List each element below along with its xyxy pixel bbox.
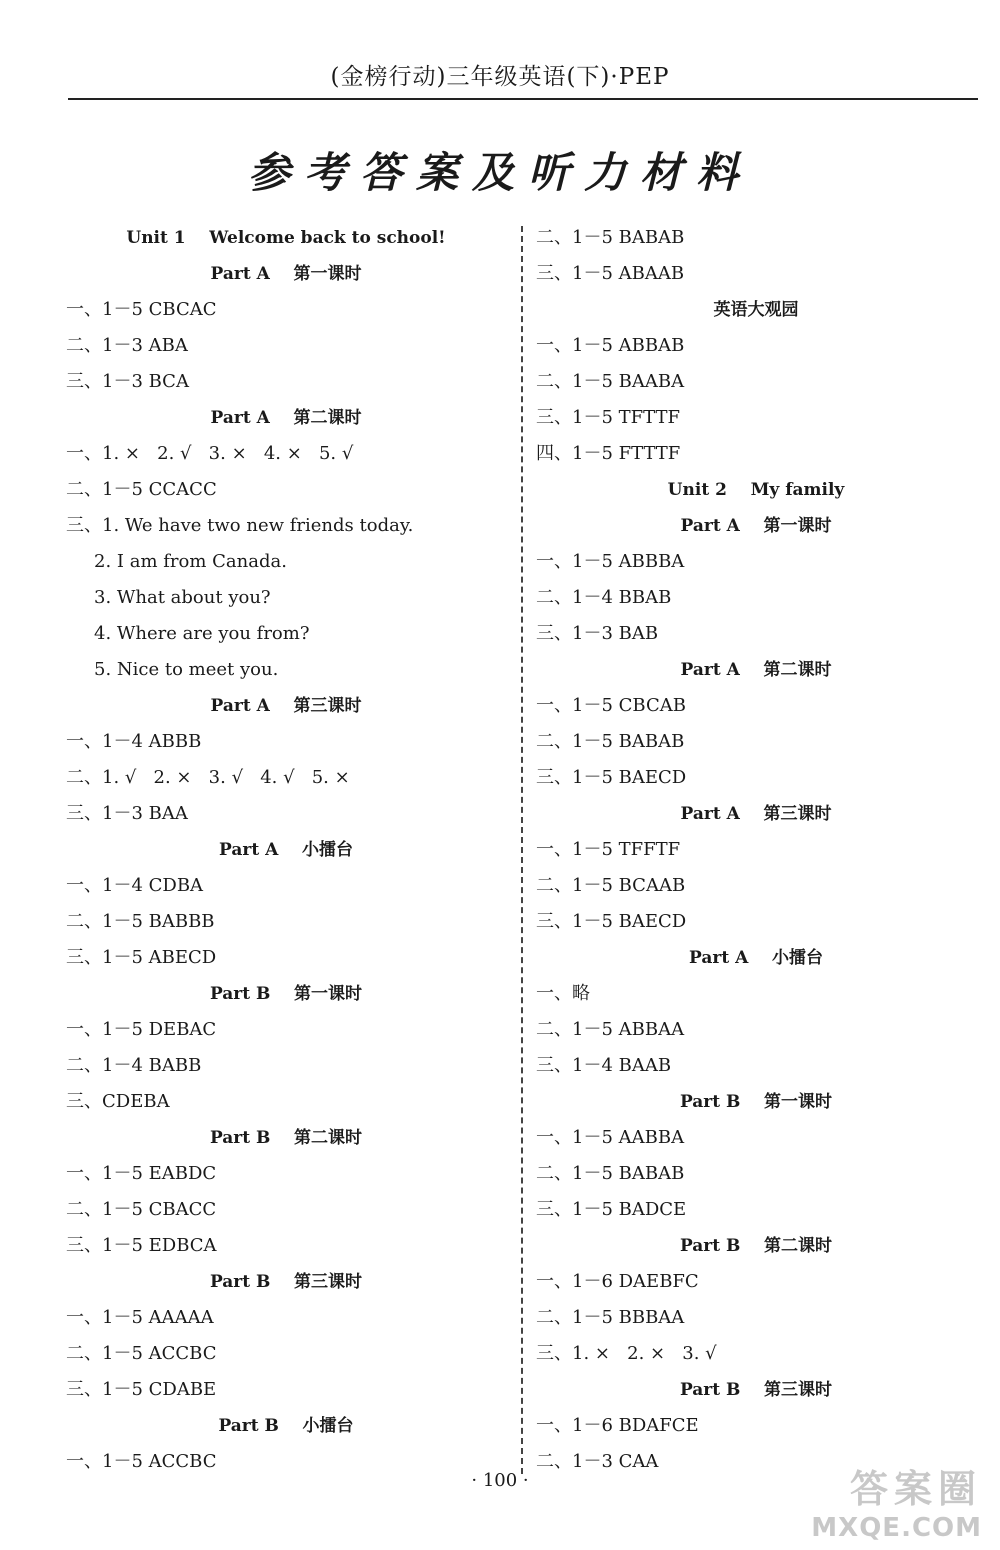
answer-line: 一、1－5 ABBAB [536, 335, 685, 356]
header-rule [68, 98, 978, 100]
section-heading: 英语大观园 [713, 300, 799, 320]
section-heading: Unit 1 Welcome back to school! [126, 228, 446, 248]
answer-line: 三、1－5 EDBCA [66, 1235, 217, 1256]
answer-line: 二、1－5 ACCBC [66, 1343, 217, 1364]
section-heading: Part A 小擂台 [219, 840, 353, 860]
answer-line: 一、略 [536, 983, 590, 1004]
answer-line: 一、1－5 CBCAB [536, 695, 686, 716]
watermark-top: 答案圈 [849, 1467, 982, 1511]
running-header: (金榜行动)三年级英语(下)·PEP [330, 64, 670, 90]
answer-line: 2. I am from Canada. [94, 551, 287, 572]
answer-line: 一、1－5 DEBAC [66, 1019, 217, 1040]
page-title: 参考答案及听力材料 [247, 148, 752, 197]
answer-line: 二、1. √ 2. × 3. √ 4. √ 5. × [66, 767, 350, 788]
answer-line: 二、1－5 CCACC [66, 479, 217, 500]
answer-line: 三、1－3 BAB [536, 623, 659, 644]
answer-line: 一、1－4 CDBA [66, 875, 204, 896]
section-heading: Part A 小擂台 [689, 948, 823, 968]
answer-line: 三、1－4 BAAB [536, 1055, 672, 1076]
answer-line: 三、1－5 BAECD [536, 767, 687, 788]
answer-line: 三、1－5 BADCE [536, 1199, 687, 1220]
answer-line: 一、1－5 CBCAC [66, 299, 217, 320]
answer-line: 二、1－5 BABBB [66, 911, 215, 932]
answer-line: 二、1－5 BBBAA [536, 1307, 685, 1328]
answer-line: 三、1. We have two new friends today. [66, 515, 414, 536]
section-heading: Part A 第一课时 [680, 516, 832, 536]
answer-line: 二、1－3 CAA [536, 1451, 659, 1472]
answer-line: 三、1－5 ABECD [66, 947, 217, 968]
left-column [66, 220, 506, 1480]
answer-line: 三、CDEBA [66, 1091, 170, 1112]
answer-line: 二、1－4 BBAB [536, 587, 672, 608]
answer-line: 一、1－4 ABBB [66, 731, 202, 752]
section-heading: Unit 2 My family [667, 480, 845, 500]
answer-line: 3. What about you? [94, 587, 271, 608]
answer-line: 二、1－5 BAABA [536, 371, 685, 392]
answer-line: 一、1－6 DAEBFC [536, 1271, 699, 1292]
answer-line: 5. Nice to meet you. [94, 659, 279, 680]
section-heading: Part B 第二课时 [679, 1236, 833, 1256]
answer-line: 一、1－5 ACCBC [66, 1451, 217, 1472]
answer-line: 三、1－5 ABAAB [536, 263, 685, 284]
section-heading: Part A 第三课时 [680, 804, 832, 824]
section-heading: Part B 小擂台 [218, 1416, 354, 1436]
answer-line: 三、1. × 2. × 3. √ [536, 1343, 717, 1364]
answer-line: 三、1－3 BAA [66, 803, 188, 824]
page-number: · 100 · [471, 1470, 529, 1491]
section-heading: Part B 第一课时 [209, 984, 363, 1004]
section-heading: Part B 第三课时 [209, 1272, 363, 1292]
section-heading: Part A 第二课时 [210, 408, 362, 428]
answer-line: 三、1－5 TFTTF [536, 407, 680, 428]
answer-line: 二、1－3 ABA [66, 335, 188, 356]
column-divider [521, 226, 523, 1474]
watermark-bottom: MXQE.COM [811, 1513, 982, 1543]
answer-line: 一、1－6 BDAFCE [536, 1415, 699, 1436]
answer-line: 三、1－5 BAECD [536, 911, 687, 932]
answer-line: 二、1－5 BABAB [536, 227, 685, 248]
section-heading: Part A 第二课时 [680, 660, 832, 680]
answer-line: 二、1－5 BABAB [536, 1163, 685, 1184]
section-heading: Part A 第三课时 [210, 696, 362, 716]
answer-line: 一、1. × 2. √ 3. × 4. × 5. √ [66, 443, 354, 464]
answer-line: 三、1－5 CDABE [66, 1379, 217, 1400]
section-heading: Part B 第三课时 [679, 1380, 833, 1400]
answer-line: 一、1－5 ABBBA [536, 551, 685, 572]
answer-line: 一、1－5 AABBA [536, 1127, 685, 1148]
section-heading: Part B 第一课时 [679, 1092, 833, 1112]
answer-line: 4. Where are you from? [94, 623, 310, 644]
section-heading: Part B 第二课时 [209, 1128, 363, 1148]
answer-line: 一、1－5 TFFTF [536, 839, 681, 860]
answer-line: 二、1－4 BABB [66, 1055, 202, 1076]
answer-line: 一、1－5 AAAAA [66, 1307, 214, 1328]
section-heading: Part A 第一课时 [210, 264, 362, 284]
answer-line: 二、1－5 BABAB [536, 731, 685, 752]
answer-line: 四、1－5 FTTTF [536, 443, 681, 464]
right-column [536, 220, 976, 1480]
answer-line: 三、1－3 BCA [66, 371, 189, 392]
answer-line: 一、1－5 EABDC [66, 1163, 217, 1184]
answer-line: 二、1－5 BCAAB [536, 875, 686, 896]
watermark [782, 1458, 982, 1542]
answer-line: 二、1－5 CBACC [66, 1199, 217, 1220]
answer-line: 二、1－5 ABBAA [536, 1019, 685, 1040]
